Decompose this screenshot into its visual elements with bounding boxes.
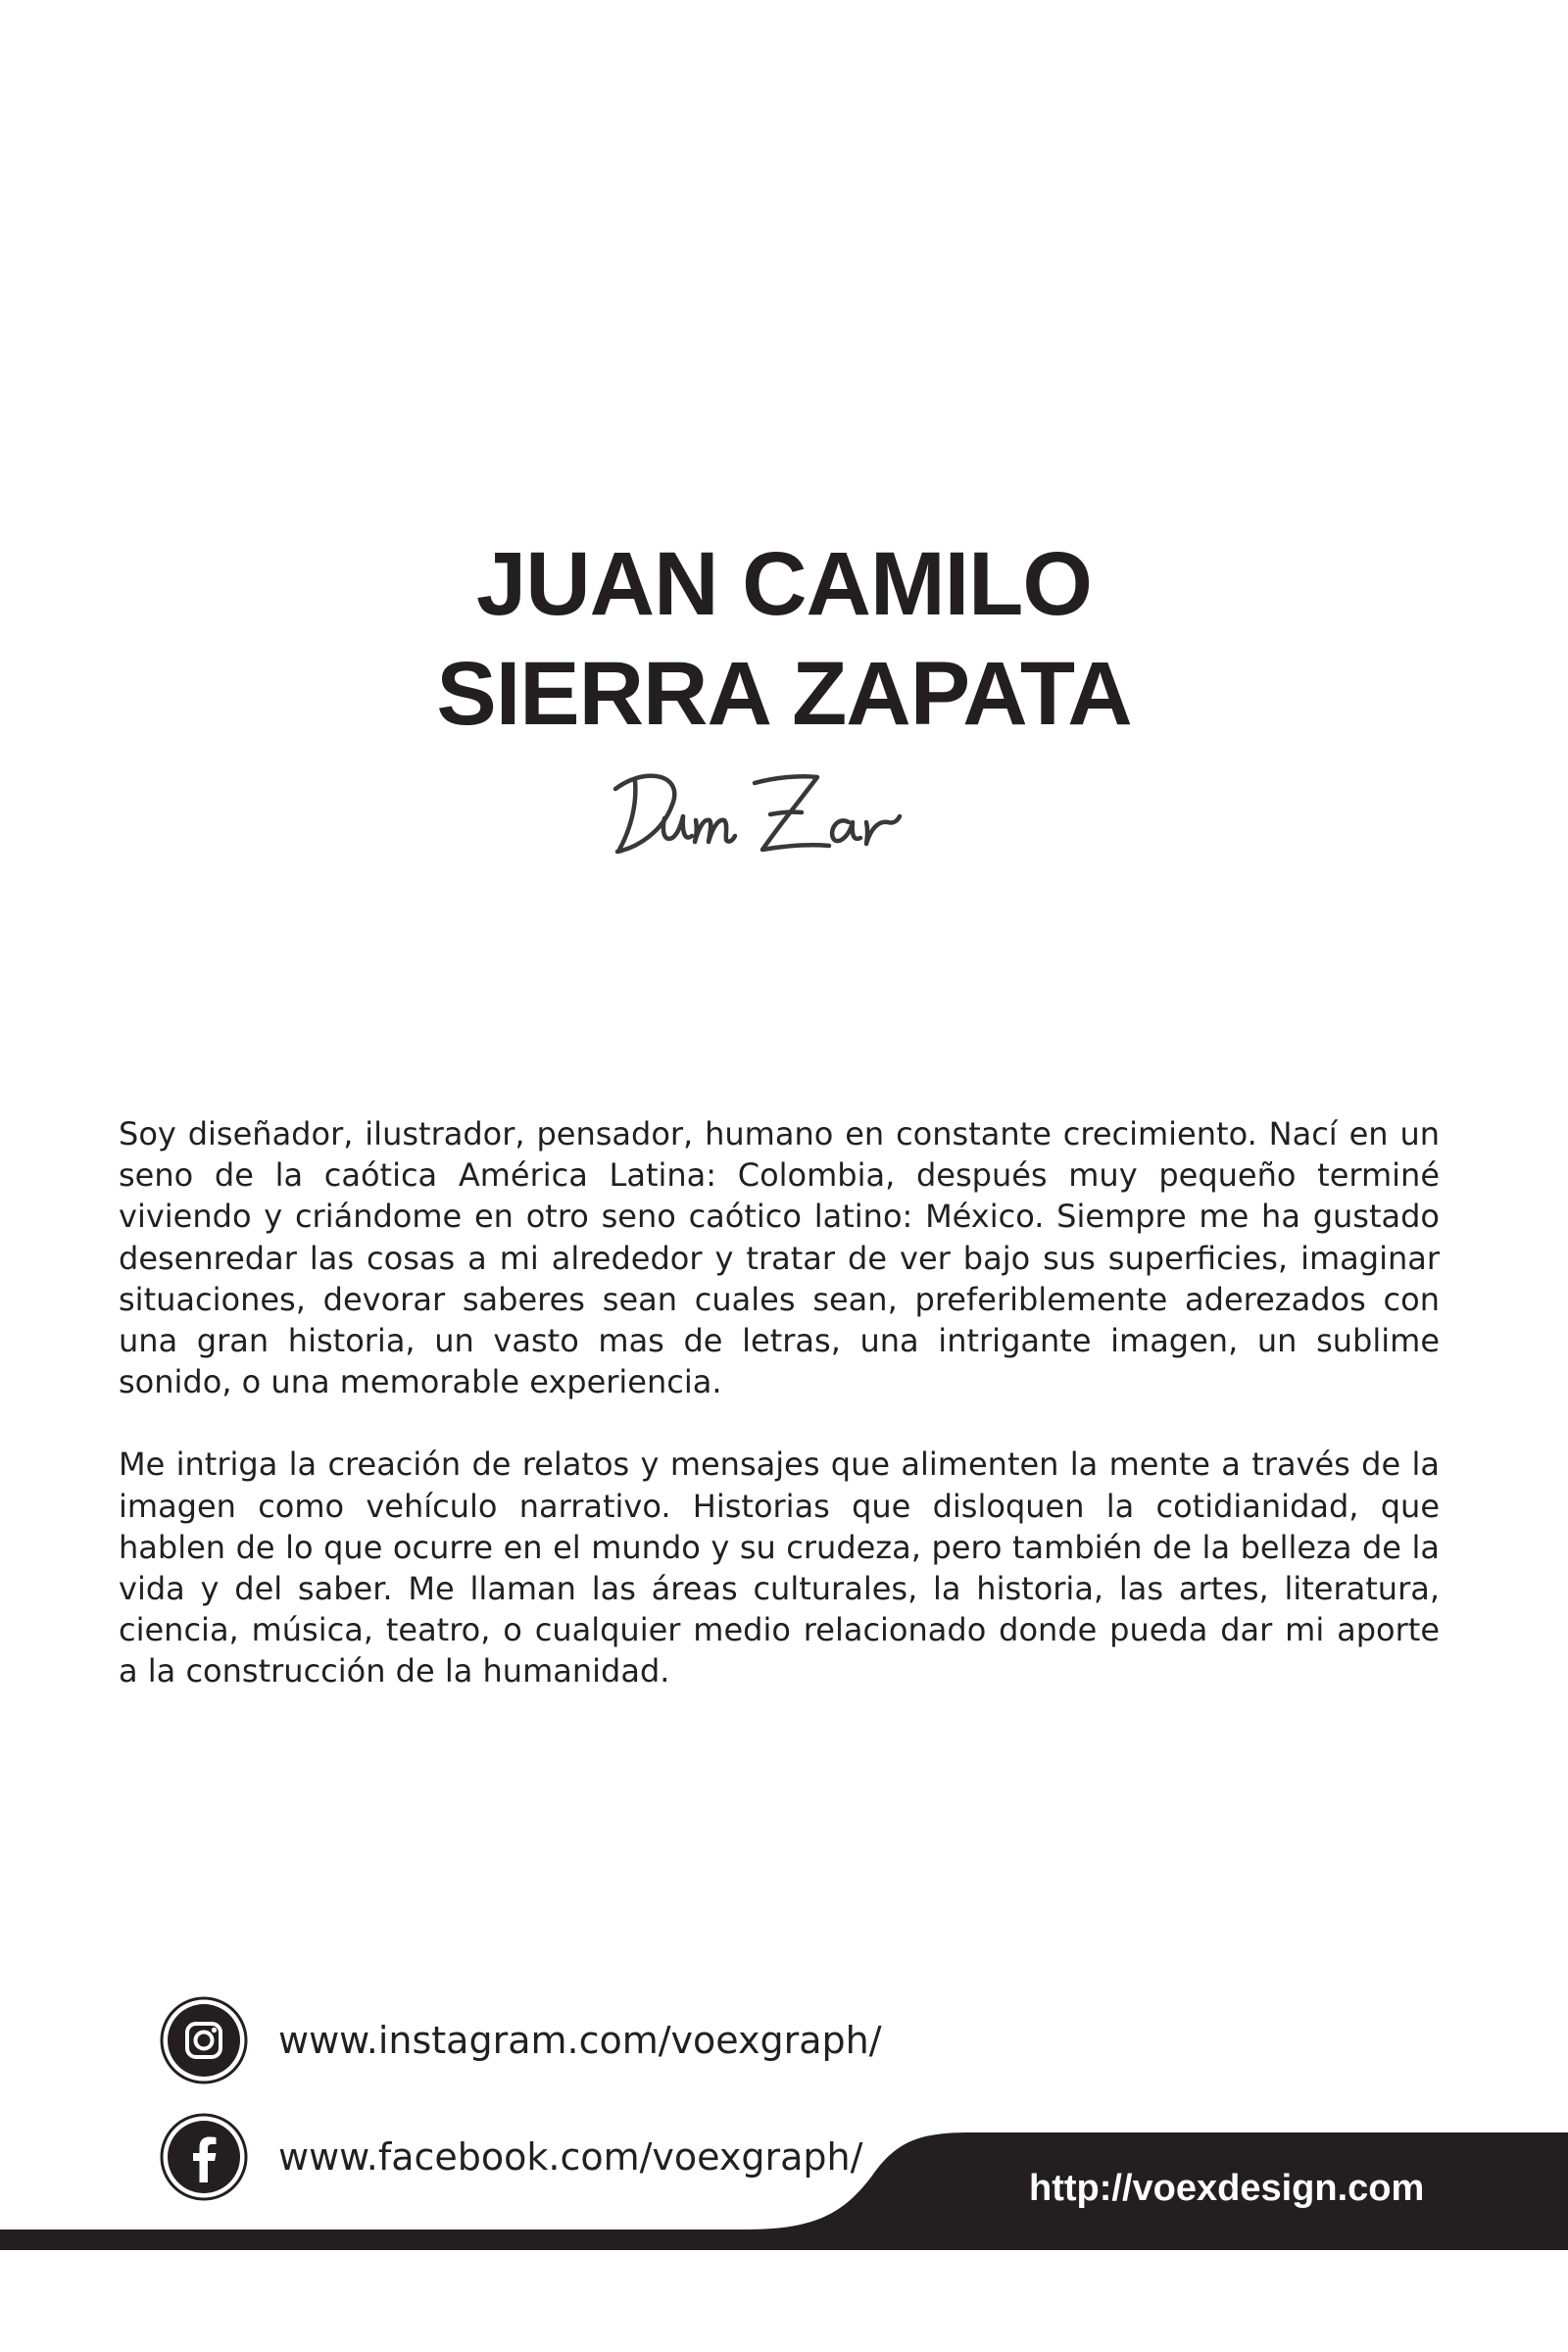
biography: [119, 1113, 1440, 1734]
website-link[interactable]: http://voexdesign.com: [1029, 2168, 1425, 2209]
bio-paragraph-2: Me intriga la creación de relatos y mensajes que alimenten la mente a través de la imagen como vehículo narrativo. Historias que disloquen la cotidianidad, que hablen de lo que ocurre en el mundo y su crudeza, pero también de la belleza de la vida y del saber. Me llaman las áreas culturales, la historia, las artes, literatura, ciencia, música, teatro, o cualquier medio relacionado donde pueda dar mi aporte a la construcción de la humanidad.: [119, 1446, 1440, 1690]
facebook-link[interactable]: www.facebook.com/voexgraph/: [278, 2135, 863, 2179]
bio-paragraph-1: Soy diseñador, ilustrador, pensador, humano en constante crecimiento. Nací en un seno de la caótica América Latina: Colombia, después muy pequeño terminé viviendo y criándome en otro seno caótico latino: México. Siempre me ha gustado desenredar las cosas a mi alrededor y tratar de ver bajo sus superficies, imaginar situaciones, devorar saberes sean cuales sean, preferiblemente aderezados con una gran historia, un vasto mas de letras, una intrigante imagen, un sublime sonido, o una memorable experiencia.: [119, 1115, 1440, 1401]
author-name-line-2: SIERRA ZAPATA: [436, 644, 1132, 744]
instagram-row[interactable]: [159, 1995, 882, 2085]
instagram-link[interactable]: www.instagram.com/voexgraph/: [278, 2019, 882, 2062]
instagram-icon[interactable]: [159, 1995, 249, 2085]
signature-logo: [608, 760, 921, 867]
facebook-icon[interactable]: [159, 2112, 249, 2202]
author-name-heading: [0, 529, 1568, 749]
author-name-line-1: JUAN CAMILO: [476, 534, 1092, 634]
facebook-row[interactable]: [159, 2112, 862, 2202]
